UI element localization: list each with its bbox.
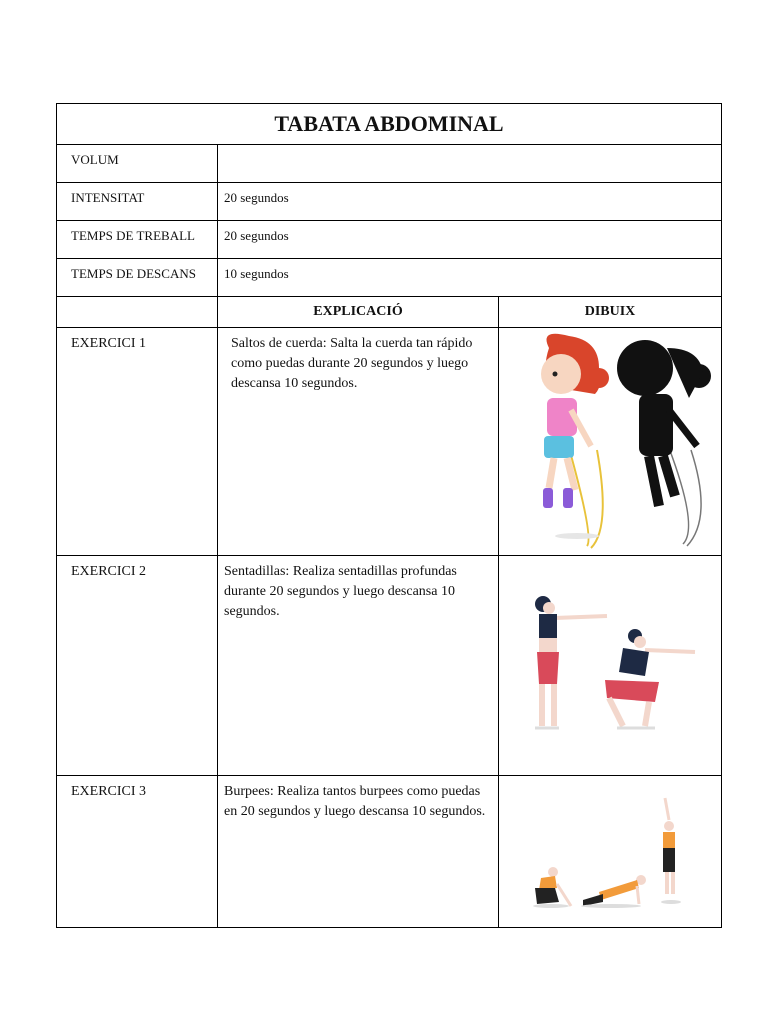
girl-silhouette-figure [617,340,711,546]
jump-rope-illustration [499,328,720,554]
info-label: INTENSITAT [57,183,218,221]
exercise-label: EXERCICI 2 [57,556,218,776]
info-label: VOLUM [57,145,218,183]
info-row-temps-descans [57,259,722,297]
exercise-row-3 [57,776,722,928]
tabata-table [56,103,722,928]
exercise-description: Burpees: Realiza tantos burpees como puedas en 20 segundos y luego descansa 10 segundos. [218,776,499,928]
info-label: TEMPS DE DESCANS [57,259,218,297]
crouching-woman-figure [533,867,571,908]
exercise-label: EXERCICI 3 [57,776,218,928]
squatting-woman-figure [605,629,695,728]
burpee-illustration [499,776,720,926]
jumping-woman-figure [661,798,681,904]
exercise-description: Saltos de cuerda: Salta la cuerda tan rápido como puedas durante 20 segundos y luego descansa 10 segundos. [218,328,499,556]
info-label: TEMPS DE TREBALL [57,221,218,259]
exercise-description: Sentadillas: Realiza sentadillas profundas durante 20 segundos y luego descansa 10 segundos. [218,556,499,776]
info-row-temps-treball [57,221,722,259]
plank-woman-figure [581,875,646,908]
info-value: 20 segundos [218,221,722,259]
explanation-header: EXPLICACIÓ [218,297,499,328]
document-title: TABATA ABDOMINAL [57,104,722,145]
standing-woman-figure [535,596,607,728]
exercise-row-1 [57,328,722,556]
info-row-intensitat [57,183,722,221]
info-value: 10 segundos [218,259,722,297]
info-value: 20 segundos [218,183,722,221]
illustration-cell [499,328,722,556]
column-header-row [57,297,722,328]
exercise-label: EXERCICI 1 [57,328,218,556]
info-row-volum [57,145,722,183]
exercise-row-2 [57,556,722,776]
info-value [218,145,722,183]
girl-color-figure [541,334,609,548]
drawing-header: DIBUIX [499,297,722,328]
illustration-cell [499,556,722,776]
empty-header-cell [57,297,218,328]
illustration-cell [499,776,722,928]
squat-illustration [499,556,720,774]
